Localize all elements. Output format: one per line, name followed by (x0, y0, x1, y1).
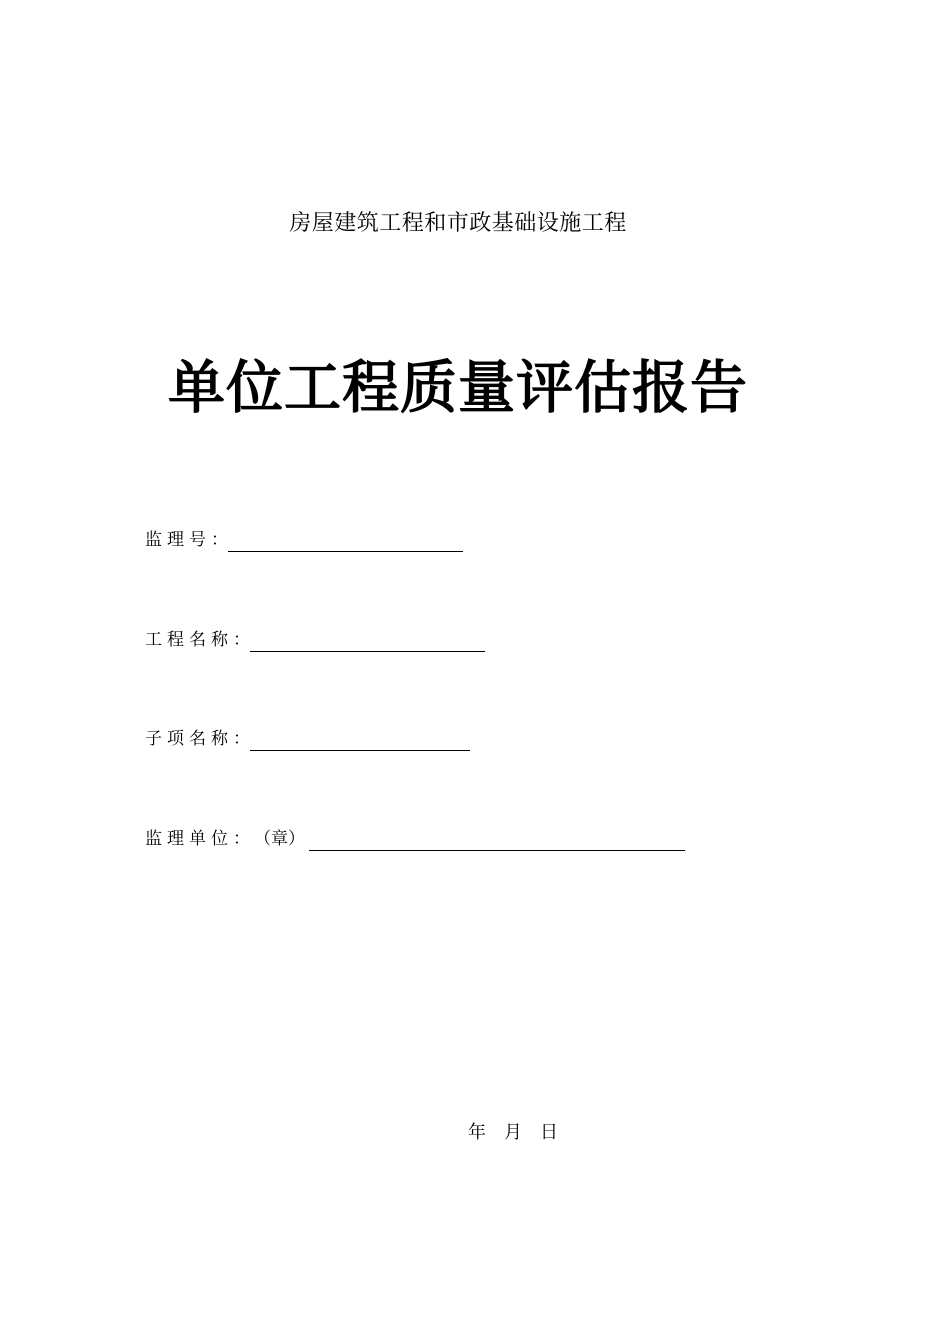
project-name-label: 工程名称 (145, 630, 233, 650)
supervision-number-field (145, 522, 463, 552)
supervision-number-colon: ： (211, 530, 228, 550)
project-name-blank-line[interactable] (250, 631, 485, 652)
supervision-unit-field (145, 821, 685, 851)
supervision-unit-label: 监理单位 (145, 829, 233, 849)
subitem-name-field (145, 721, 470, 751)
date-month-label: 月 (504, 1122, 522, 1143)
document-title: 单位工程质量评估报告 (168, 355, 748, 421)
document-subtitle: 房屋建筑工程和市政基础设施工程 (289, 211, 627, 236)
project-name-colon: ： (233, 630, 250, 650)
project-name-field (145, 622, 485, 652)
subitem-name-colon: ： (233, 729, 250, 749)
date-day-label: 日 (540, 1122, 558, 1143)
date-line (468, 1120, 558, 1146)
subitem-name-blank-line[interactable] (250, 730, 470, 751)
supervision-number-blank-line[interactable] (228, 531, 463, 552)
subitem-name-label: 子项名称 (145, 729, 233, 749)
supervision-unit-colon: ： (233, 829, 250, 849)
supervision-unit-blank-line[interactable] (309, 830, 685, 851)
date-year-label: 年 (468, 1122, 486, 1143)
seal-note: （章） (254, 829, 305, 849)
supervision-number-label: 监理号 (145, 530, 211, 550)
